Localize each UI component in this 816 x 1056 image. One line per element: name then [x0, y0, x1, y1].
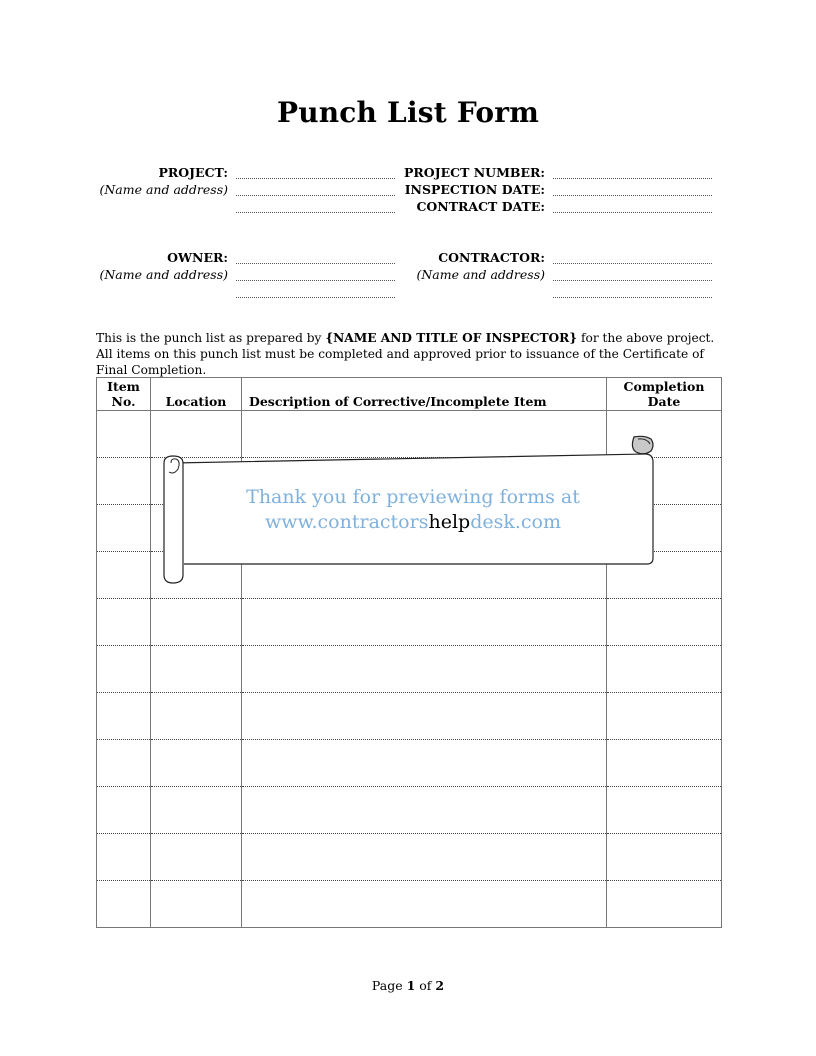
contract-date-field[interactable] — [553, 212, 712, 213]
project-field-2[interactable] — [236, 195, 395, 196]
col-header-item-no — [97, 378, 151, 411]
table-row — [97, 834, 722, 881]
watermark-line1: Thank you for previewing forms at — [246, 486, 580, 508]
description-cell[interactable] — [242, 881, 607, 928]
contractor-field-3[interactable] — [553, 297, 712, 298]
item-no-cell[interactable] — [97, 881, 151, 928]
table-row — [97, 881, 722, 928]
completion-date-cell[interactable] — [607, 834, 722, 881]
location-cell[interactable] — [151, 740, 242, 787]
project-number-field[interactable] — [553, 178, 712, 179]
inspector-placeholder: {NAME AND TITLE OF INSPECTOR} — [325, 331, 578, 345]
contractor-field-2[interactable] — [553, 280, 712, 281]
item-no-cell[interactable] — [97, 411, 151, 458]
item-no-cell[interactable] — [97, 505, 151, 552]
owner-field-2[interactable] — [236, 280, 395, 281]
col-header-completion-date — [607, 378, 722, 411]
location-cell[interactable] — [151, 834, 242, 881]
footer-of-word: of — [415, 978, 436, 993]
col-header-item-line1: Item — [107, 379, 140, 394]
item-no-cell[interactable] — [97, 646, 151, 693]
item-no-cell[interactable] — [97, 599, 151, 646]
table-row — [97, 740, 722, 787]
description-cell[interactable] — [242, 787, 607, 834]
description-cell[interactable] — [242, 646, 607, 693]
item-no-cell[interactable] — [97, 787, 151, 834]
page-footer — [0, 978, 816, 993]
contractor-label: CONTRACTOR: — [438, 250, 545, 265]
footer-page-total: 2 — [435, 978, 445, 993]
footer-page-word: Page — [371, 978, 407, 993]
col-header-completion-line1: Completion — [623, 379, 705, 394]
table-row — [97, 787, 722, 834]
item-no-cell[interactable] — [97, 740, 151, 787]
completion-date-cell[interactable] — [607, 599, 722, 646]
project-field-1[interactable] — [236, 178, 395, 179]
item-no-cell[interactable] — [97, 552, 151, 599]
table-row — [97, 599, 722, 646]
completion-date-cell[interactable] — [607, 693, 722, 740]
item-no-cell[interactable] — [97, 693, 151, 740]
contractor-sub-label: (Name and address) — [416, 267, 545, 282]
owner-label: OWNER: — [167, 250, 228, 265]
footer-page-number: 1 — [406, 978, 416, 993]
watermark-url-start: www.contractors — [264, 511, 429, 533]
description-cell[interactable] — [242, 693, 607, 740]
location-cell[interactable] — [151, 881, 242, 928]
location-cell[interactable] — [151, 646, 242, 693]
project-sub-label: (Name and address) — [99, 182, 228, 197]
col-header-item-line2: No. — [111, 394, 136, 409]
intro-paragraph — [96, 330, 720, 378]
col-header-completion-line2: Date — [647, 394, 681, 409]
table-row — [97, 693, 722, 740]
location-cell[interactable] — [151, 693, 242, 740]
owner-field-1[interactable] — [236, 263, 395, 264]
watermark-url-help: help — [428, 511, 471, 533]
watermark-url-end: desk.com — [470, 511, 562, 533]
location-cell[interactable] — [151, 787, 242, 834]
contract-date-label: CONTRACT DATE: — [416, 199, 545, 214]
completion-date-cell[interactable] — [607, 740, 722, 787]
intro-text-before: This is the punch list as prepared by — [96, 331, 326, 345]
project-number-label: PROJECT NUMBER: — [404, 165, 545, 180]
description-cell[interactable] — [242, 740, 607, 787]
col-header-location: Location — [151, 378, 242, 411]
project-label: PROJECT: — [158, 165, 228, 180]
inspection-date-label: INSPECTION DATE: — [404, 182, 545, 197]
item-no-cell[interactable] — [97, 834, 151, 881]
form-title: Punch List Form — [276, 96, 540, 129]
preview-watermark-text — [178, 485, 648, 535]
col-header-description: Description of Corrective/Incomplete Item — [242, 378, 607, 411]
project-field-3[interactable] — [236, 212, 395, 213]
owner-sub-label: (Name and address) — [99, 267, 228, 282]
completion-date-cell[interactable] — [607, 881, 722, 928]
item-no-cell[interactable] — [97, 458, 151, 505]
completion-date-cell[interactable] — [607, 646, 722, 693]
owner-field-3[interactable] — [236, 297, 395, 298]
contractor-field-1[interactable] — [553, 263, 712, 264]
description-cell[interactable] — [242, 599, 607, 646]
completion-date-cell[interactable] — [607, 787, 722, 834]
table-row — [97, 646, 722, 693]
description-cell[interactable] — [242, 834, 607, 881]
table-header-row — [97, 378, 722, 411]
inspection-date-field[interactable] — [553, 195, 712, 196]
location-cell[interactable] — [151, 599, 242, 646]
watermark-line2 — [178, 510, 648, 535]
intro-text-after: for the above project. All items on this punch list must be completed and approved prior to issuance of the Certificate of Final Completion. — [96, 331, 715, 377]
